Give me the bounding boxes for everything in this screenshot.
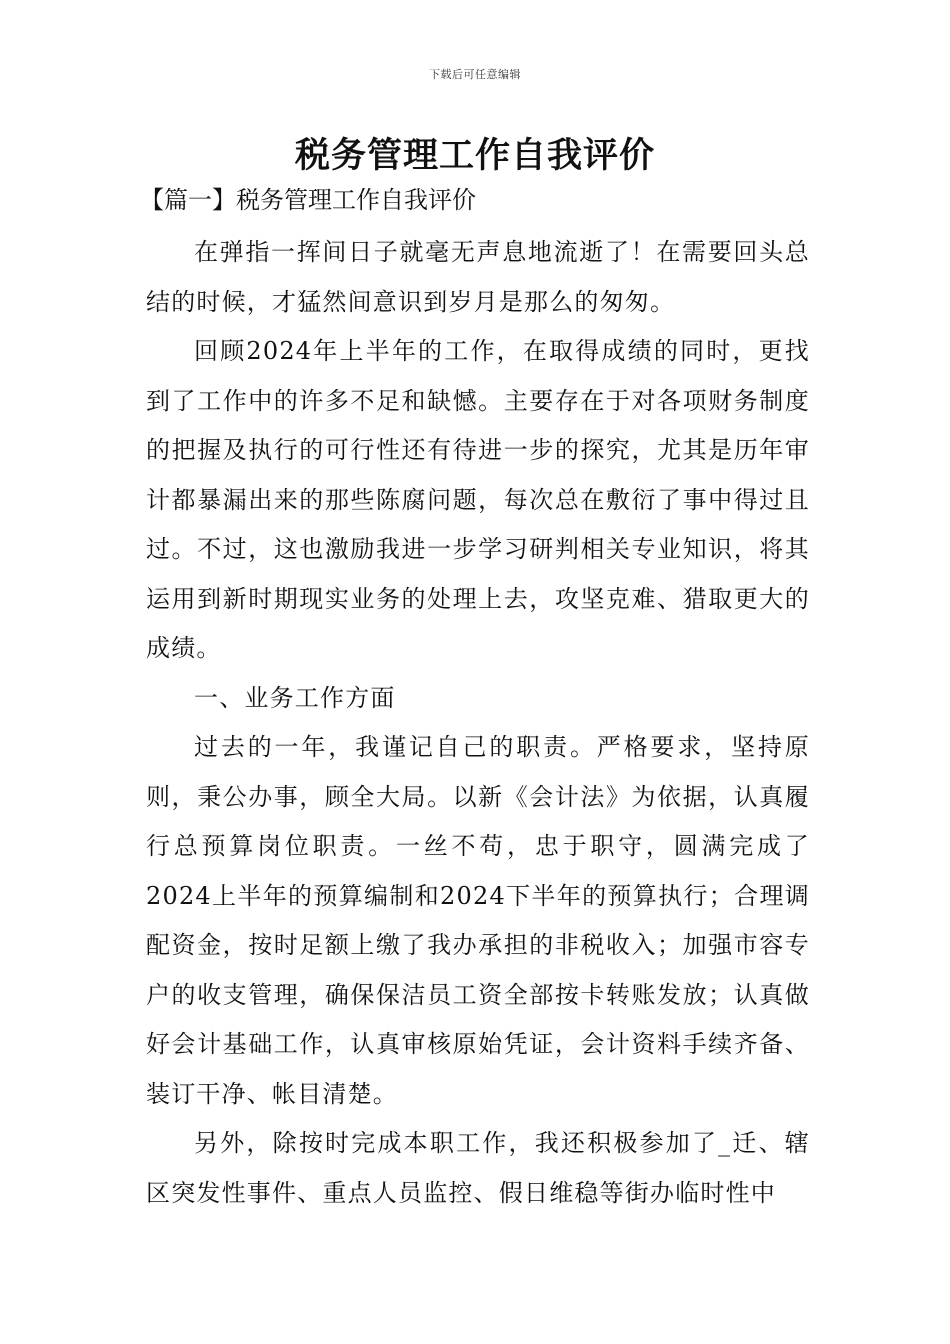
subheading-business-work: 一、业务工作方面 bbox=[194, 683, 396, 712]
paragraph-duties: 过去的一年，我谨记自己的职责。严格要求，坚持原则，秉公办事，顾全大局。以新《会计法》为依据，认真履行总预算岗位职责。一丝不苟，忠于职守，圆满完成了2024上半年的预算编制和2024下半年的预算执行；合理调配资金，按时足额上缴了我办承担的非税收入；加强市容专户的收支管理，确保保洁员工资全部按卡转账发放；认真做好会计基础工作，认真审核原始凭证，会计资料手续齐备、装订干净、帐目清楚。 bbox=[146, 733, 810, 1108]
paragraph-review: 回顾2024年上半年的工作，在取得成绩的同时，更找到了工作中的许多不足和缺憾。主要存在于对各项财务制度的把握及执行的可行性还有待进一步的探究，尤其是历年审计都暴漏出来的那些陈腐问题，每次总在敷衍了事中得过且过。不过，这也激励我进一步学习研判相关专业知识，将其运用到新时期现实业务的处理上去，攻坚克难、猎取更大的成绩。 bbox=[146, 337, 810, 662]
paragraph-intro: 在弹指一挥间日子就毫无声息地流逝了！在需要回头总结的时候，才猛然间意识到岁月是那么的匆匆。 bbox=[146, 238, 810, 316]
header-note: 下载后可任意编辑 bbox=[429, 68, 521, 81]
document-title: 税务管理工作自我评价 bbox=[294, 135, 655, 176]
section-heading: 【篇一】税务管理工作自我评价 bbox=[140, 186, 476, 214]
document-body bbox=[140, 180, 810, 1218]
paragraph-additional: 另外，除按时完成本职工作，我还积极参加了_迁、辖区突发性事件、重点人员监控、假日维稳等街办临时性中 bbox=[146, 1129, 810, 1207]
